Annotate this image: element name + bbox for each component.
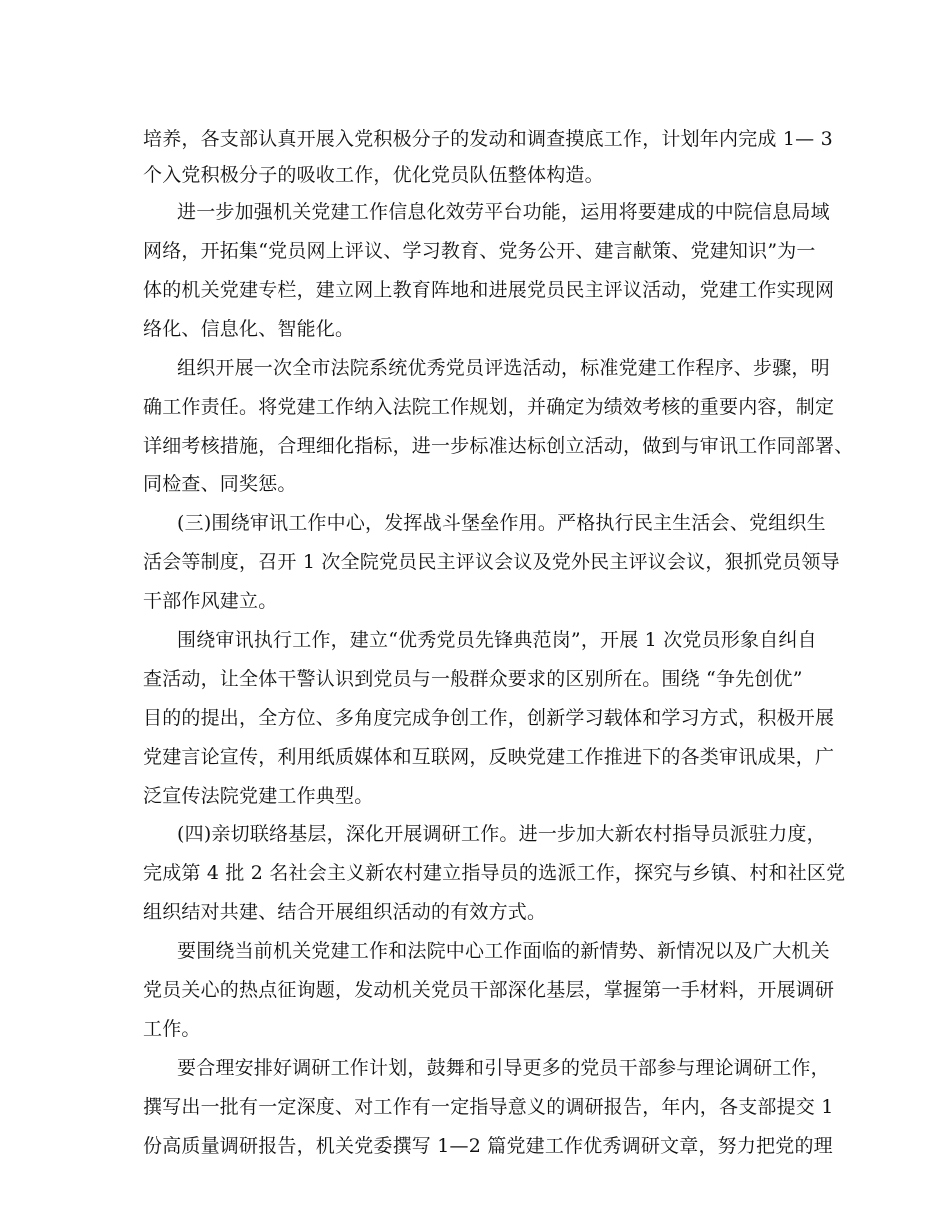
text-line: 组织结对共建、结合开展组织活动的有效方式。 (143, 901, 547, 923)
text-line: 份高质量调研报告，机关党委撰写 1—2 篇党建工作优秀调研文章，努力把党的理 (143, 1135, 833, 1157)
paragraph-first-line: 进一步加强机关党建工作信息化效劳平台功能，运用将要建成的中院信息局域 (177, 201, 830, 223)
text-line: 详细考核措施，合理细化指标，进一步标准达标创立活动，做到与审讯工作同部署、 (143, 435, 854, 457)
paragraph-first-line: 要围绕当前机关党建工作和法院中心工作面临的新情势、新情况以及广大机关 (177, 940, 830, 962)
paragraph-first-line: 要合理安排好调研工作计划，鼓舞和引导更多的党员干部参与理论调研工作， (177, 1057, 830, 1079)
text-line: 撰写出一批有一定深度、对工作有一定指导意义的调研报告，年内，各支部提交 1 (143, 1096, 834, 1118)
paragraph-first-line: 围绕审讯执行工作，建立“优秀党员先锋典范岗”，开展 1 次党员形象自纠自 (177, 629, 817, 651)
text-line: 目的的提出，全方位、多角度完成争创工作，创新学习载体和学习方式，积极开展 (143, 707, 835, 729)
text-line: 完成第 4 批 2 名社会主义新农村建立指导员的选派工作，探究与乡镇、村和社区党 (143, 862, 846, 884)
text-line: 党建言论宣传，利用纸质媒体和互联网，反映党建工作推进下的各类审讯成果，广 (143, 746, 835, 768)
text-line: 培养，各支部认真开展入党积极分子的发动和调查摸底工作，计划年内完成 1— 3 (143, 128, 833, 150)
text-line: 活会等制度，召开 1 次全院党员民主评议会议及党外民主评议会议，狠抓党员领导 (143, 551, 840, 573)
text-line: 个入党积极分子的吸收工作，优化党员队伍整体构造。 (143, 164, 604, 186)
text-line: 网络，开拓集“党员网上评议、学习教育、党务公开、建言献策、党建知识”为一 (143, 240, 816, 262)
text-line: 同检查、同奖惩。 (143, 473, 297, 495)
text-line: 工作。 (143, 1018, 201, 1040)
section-heading-line: (四)亲切联络基层，深化开展调研工作。进一步加大新农村指导员派驻力度， (177, 823, 826, 845)
text-line: 干部作风建立。 (143, 590, 278, 612)
text-line: 体的机关党建专栏，建立网上教育阵地和进展党员民主评议活动，党建工作实现网 (143, 279, 835, 301)
text-line: 确工作责任。将党建工作纳入法院工作规划，并确定为绩效考核的重要内容，制定 (143, 396, 835, 418)
paragraph-first-line: 组织开展一次全市法院系统优秀党员评选活动，标准党建工作程序、步骤，明 (177, 357, 830, 379)
text-line: 泛宣传法院党建工作典型。 (143, 785, 374, 807)
text-line: 党员关心的热点征询题，发动机关党员干部深化基层，掌握第一手材料，开展调研 (143, 979, 835, 1001)
text-line: 络化、信息化、智能化。 (143, 318, 355, 340)
section-heading-line: (三)围绕审讯工作中心，发挥战斗堡垒作用。严格执行民主生活会、党组织生 (177, 512, 826, 534)
text-line: 查活动，让全体干警认识到党员与一般群众要求的区别所在。围绕 “争先创优” (143, 668, 803, 690)
